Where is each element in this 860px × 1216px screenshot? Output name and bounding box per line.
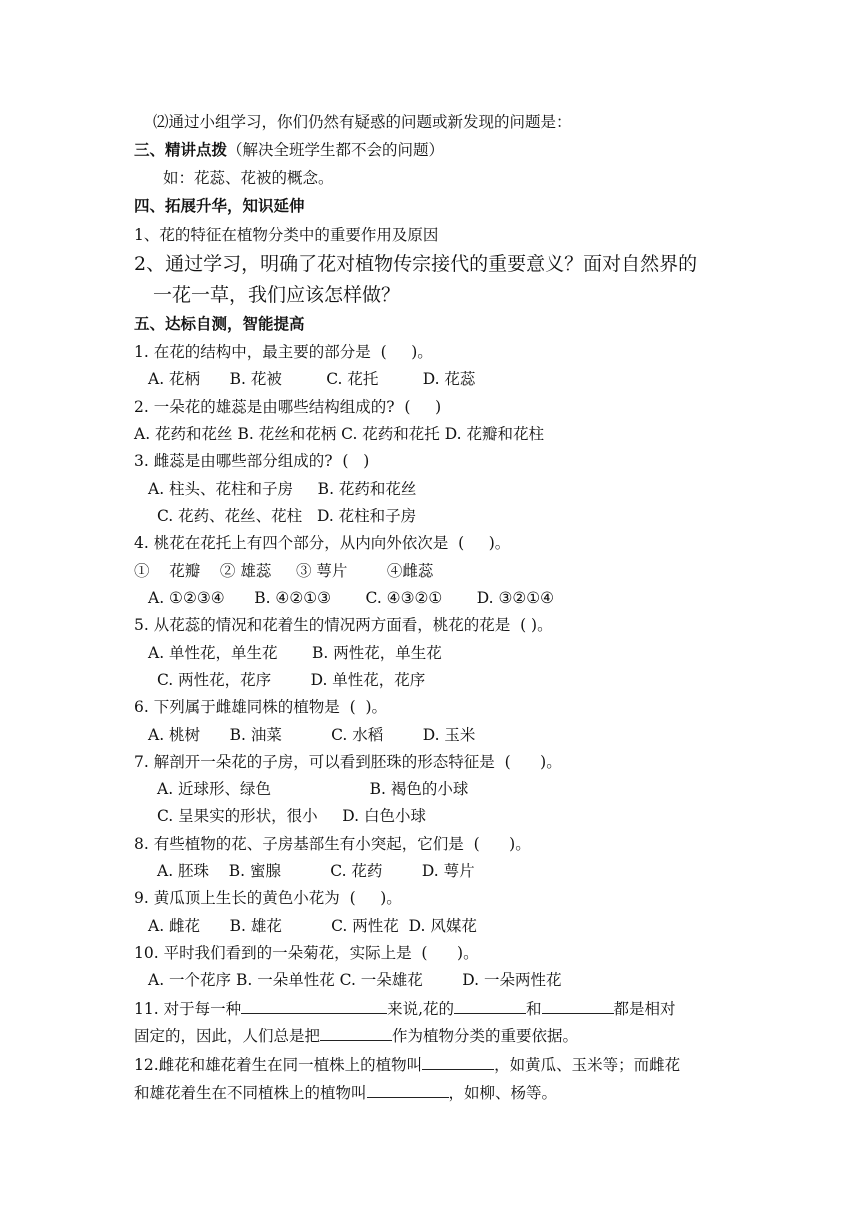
question-11 — [134, 998, 676, 1019]
question-5: 5. 从花蕊的情况和花着生的情况两方面看，桃花的花是 ( )。 — [134, 616, 553, 634]
question-3: 3. 雌蕊是由哪些部分组成的? ( ) — [134, 452, 370, 470]
question-2-options: A. 花药和花丝 B. 花丝和花柄 C. 花药和花托 D. 花瓣和花柱 — [134, 425, 544, 443]
section-note: （解决全班学生都不会的问题） — [227, 141, 445, 159]
question-3-options: C. 花药、花丝、花柱 D. 花柱和子房 — [157, 507, 417, 525]
example-line: 如：花蕊、花被的概念。 — [163, 169, 334, 187]
answer-blank[interactable] — [320, 1025, 392, 1041]
question-2: 2. 一朵花的雄蕊是由哪些结构组成的? ( ) — [134, 398, 442, 416]
question-7-options: A. 近球形、绿色 B. 褐色的小球 — [157, 780, 469, 798]
question-9: 9. 黄瓜顶上生长的黄色小花为 ( )。 — [134, 889, 402, 907]
answer-blank[interactable] — [241, 998, 387, 1014]
q12-text: ，如柳、杨等。 — [448, 1084, 558, 1102]
section-heading-4: 四、拓展升华，知识延伸 — [134, 196, 305, 215]
q11-text: 来说,花的 — [387, 1000, 455, 1018]
q11-text: 11. 对于每一种 — [134, 1000, 242, 1018]
question-11-cont — [134, 1025, 578, 1046]
q12-text: 12.雌花和雄花着生在同一植株上的植物叫 — [134, 1056, 423, 1074]
question-12 — [134, 1054, 680, 1075]
question-8-options: A. 胚珠 B. 蜜腺 C. 花药 D. 萼片 — [157, 862, 475, 880]
question-10: 10. 平时我们看到的一朵菊花，实际上是 ( )。 — [134, 944, 479, 962]
q11-text: 固定的，因此，人们总是把 — [134, 1027, 321, 1045]
answer-blank[interactable] — [367, 1082, 449, 1098]
item-line: 2、通过学习，明确了花对植物传宗接代的重要意义？面对自然界的 — [134, 253, 698, 275]
question-5-options: C. 两性花，花序 D. 单性花，花序 — [157, 671, 426, 689]
question-7: 7. 解剖开一朵花的子房，可以看到胚珠的形态特征是 ( )。 — [134, 753, 562, 771]
q12-text: ，如黄瓜、玉米等；而雌花 — [494, 1056, 681, 1074]
section-heading-5: 五、达标自测，智能提高 — [134, 314, 305, 333]
question-line: ⑵通过小组学习，你们仍然有疑惑的问题或新发现的问题是： — [153, 113, 572, 131]
question-1: 1. 在花的结构中，最主要的部分是 ( )。 — [134, 343, 433, 361]
answer-blank[interactable] — [454, 998, 526, 1014]
question-1-options: A. 花柄 B. 花被 C. 花托 D. 花蕊 — [148, 370, 476, 388]
question-8: 8. 有些植物的花、子房基部生有小突起，它们是 ( )。 — [134, 835, 531, 853]
question-7-options: C. 呈果实的形状，很小 D. 白色小球 — [157, 807, 427, 825]
section-heading-3 — [134, 140, 444, 160]
question-4-options: A. ①②③④ B. ④②①③ C. ④③②① D. ③②①④ — [148, 589, 555, 607]
question-3-options: A. 柱头、花柱和子房 B. 花药和花丝 — [148, 480, 417, 498]
q11-text: 作为植物分类的重要依据。 — [392, 1027, 579, 1045]
question-6-options: A. 桃树 B. 油菜 C. 水稻 D. 玉米 — [148, 726, 476, 744]
question-6: 6. 下列属于雌雄同株的植物是 ( )。 — [134, 698, 388, 716]
question-4: 4. 桃花在花托上有四个部分，从内向外依次是 ( )。 — [134, 534, 511, 552]
question-10-options: A. 一个花序 B. 一朵单性花 C. 一朵雄花 D. 一朵两性花 — [148, 971, 562, 989]
question-4-parts: ① 花瓣 ② 雄蕊 ③ 萼片 ④雌蕊 — [134, 562, 434, 580]
question-9-options: A. 雌花 B. 雄花 C. 两性花 D. 风媒花 — [148, 917, 477, 935]
item-line: 一花一草，我们应该怎样做？ — [153, 284, 401, 306]
q11-text: 和 — [526, 1000, 542, 1018]
section-title: 三、精讲点拨 — [134, 140, 228, 159]
answer-blank[interactable] — [542, 998, 614, 1014]
question-12-cont — [134, 1082, 557, 1103]
item-line: 1、花的特征在植物分类中的重要作用及原因 — [134, 226, 439, 244]
q12-text: 和雄花着生在不同植株上的植物叫 — [134, 1084, 367, 1102]
answer-blank[interactable] — [422, 1054, 494, 1070]
question-5-options: A. 单性花，单生花 B. 两性花，单生花 — [148, 644, 442, 662]
q11-text: 都是相对 — [613, 1000, 676, 1018]
